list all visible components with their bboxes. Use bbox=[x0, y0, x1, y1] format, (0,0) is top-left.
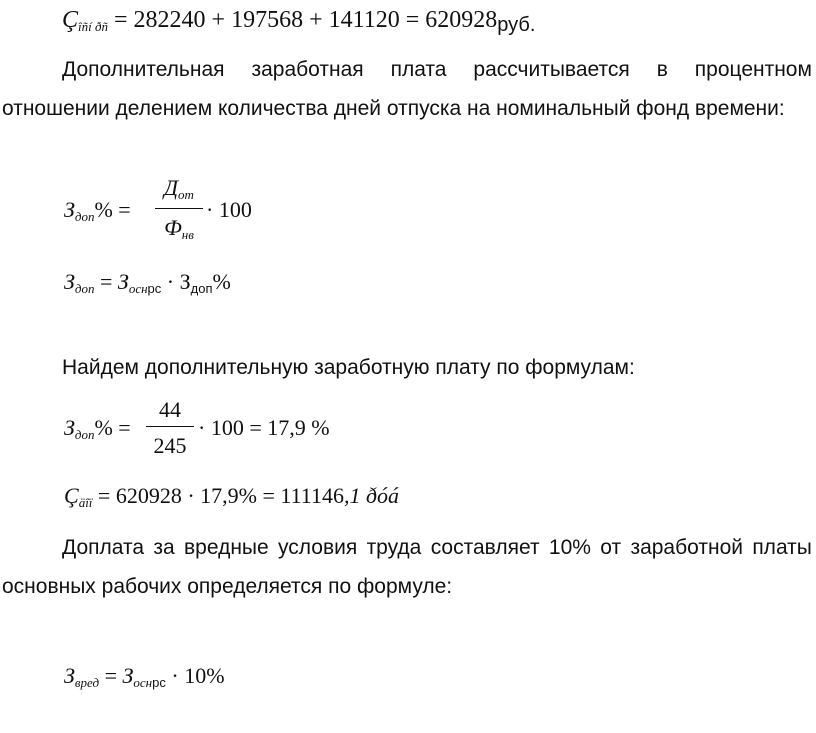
formula-total-expr: = 282240 + 197568 + 141120 = 620928 bbox=[114, 7, 498, 33]
formula-pct-lhs-sub: доп bbox=[74, 209, 95, 224]
calc-pct-lhs-rest: % = bbox=[94, 415, 131, 440]
formula-vred-lhs-sub: вред bbox=[74, 675, 100, 690]
calc-dop-expr: = 620928 · 17,9% = 111146 bbox=[97, 483, 344, 508]
para1-word: Дополнительная bbox=[62, 58, 225, 81]
formula-pct-den-sub: нв bbox=[181, 227, 194, 242]
para2-word: 10% bbox=[548, 536, 591, 559]
formula-vred-var2-sub: осн bbox=[133, 675, 153, 690]
calc-pct-lhs bbox=[64, 416, 131, 447]
formula-pct-numerator bbox=[155, 176, 203, 207]
formula-pct-num-var: Д bbox=[164, 175, 179, 200]
formula-vred-rhs: · 10% bbox=[171, 663, 225, 688]
para2-word: заработной bbox=[630, 536, 743, 559]
para1-line2: отношении делением количества дней отпуска на номинальный фонд времени: bbox=[2, 97, 785, 120]
formula-dop-var2-sub2: рс bbox=[147, 281, 162, 296]
para1-word: рассчитывается bbox=[473, 58, 630, 81]
calc-pct-rhs: · 100 = 17,9 % bbox=[198, 415, 330, 440]
formula-dop-pct: % bbox=[212, 269, 231, 294]
formula-total bbox=[62, 8, 535, 39]
formula-dop-eq: = bbox=[99, 269, 113, 294]
formula-vred-var2: З bbox=[122, 663, 134, 688]
para2-word: составляет bbox=[430, 536, 540, 559]
formula-dop-lhs-sub: доп bbox=[74, 281, 95, 296]
calc-dop-sub: äîï bbox=[78, 495, 93, 510]
formula-total-var: Ç bbox=[62, 7, 79, 33]
fraction-bar bbox=[146, 426, 194, 427]
formula-pct-fraction bbox=[155, 176, 203, 246]
formula-dop-var2-sub: осн bbox=[128, 281, 148, 296]
formula-vred-lhs-var: З bbox=[64, 663, 75, 688]
para1-word: плата bbox=[390, 58, 447, 81]
calc-pct-lhs-var: З bbox=[64, 415, 75, 440]
heading-find: Найдем дополнительную заработную плату по формулам: bbox=[62, 356, 635, 379]
para2-word: труда bbox=[366, 536, 422, 559]
calc-dop-unit: ,1 ðóá bbox=[343, 483, 399, 508]
formula-pct-lhs-var: З bbox=[64, 197, 75, 222]
para2-word: вредные bbox=[184, 536, 269, 559]
formula-total-unit: руб. bbox=[497, 14, 536, 36]
para2-line1 bbox=[62, 536, 812, 560]
calc-pct-fraction bbox=[146, 398, 194, 462]
formula-vred-eq: = bbox=[104, 663, 117, 688]
formula-vred-var2-sub2: рс bbox=[152, 675, 166, 690]
para1-word: в bbox=[656, 58, 668, 81]
para1-word: процентном bbox=[694, 58, 812, 81]
formula-dop-dot: · bbox=[166, 269, 175, 294]
formula-pct-num-sub: от bbox=[178, 187, 194, 202]
calc-pct-lhs-sub: доп bbox=[74, 427, 95, 442]
fraction-bar bbox=[155, 208, 203, 209]
formula-pct-rhs: · 100 bbox=[206, 197, 252, 222]
formula-total-sub: îñí ðñ bbox=[78, 19, 108, 34]
para2-word: платы bbox=[752, 536, 812, 559]
formula-vred bbox=[64, 664, 225, 695]
formula-pct-denominator bbox=[155, 216, 203, 247]
para1-word: заработная bbox=[251, 58, 364, 81]
formula-pct-lhs bbox=[64, 198, 131, 229]
para2-word: условия bbox=[278, 536, 358, 559]
calc-dop bbox=[64, 484, 399, 515]
formula-dop-var3-sub: доп bbox=[190, 281, 213, 296]
formula-dop-lhs-var: З bbox=[64, 269, 75, 294]
para2-word: за bbox=[153, 536, 175, 559]
para2-word: Доплата bbox=[62, 536, 145, 559]
formula-pct-den-var: Ф bbox=[164, 215, 182, 240]
para2-line2: основных рабочих определяется по формуле: bbox=[2, 575, 453, 598]
calc-pct-denominator: 245 bbox=[153, 433, 187, 458]
formula-pct-lhs-rest: % = bbox=[94, 197, 131, 222]
calc-dop-var: Ç bbox=[64, 483, 79, 508]
calc-pct-numerator: 44 bbox=[159, 397, 181, 422]
formula-dop bbox=[64, 270, 231, 301]
formula-dop-var2: З bbox=[117, 269, 129, 294]
formula-dop-var3: З bbox=[179, 269, 191, 294]
para2-word: от bbox=[600, 536, 622, 559]
para1-line1 bbox=[62, 58, 812, 82]
